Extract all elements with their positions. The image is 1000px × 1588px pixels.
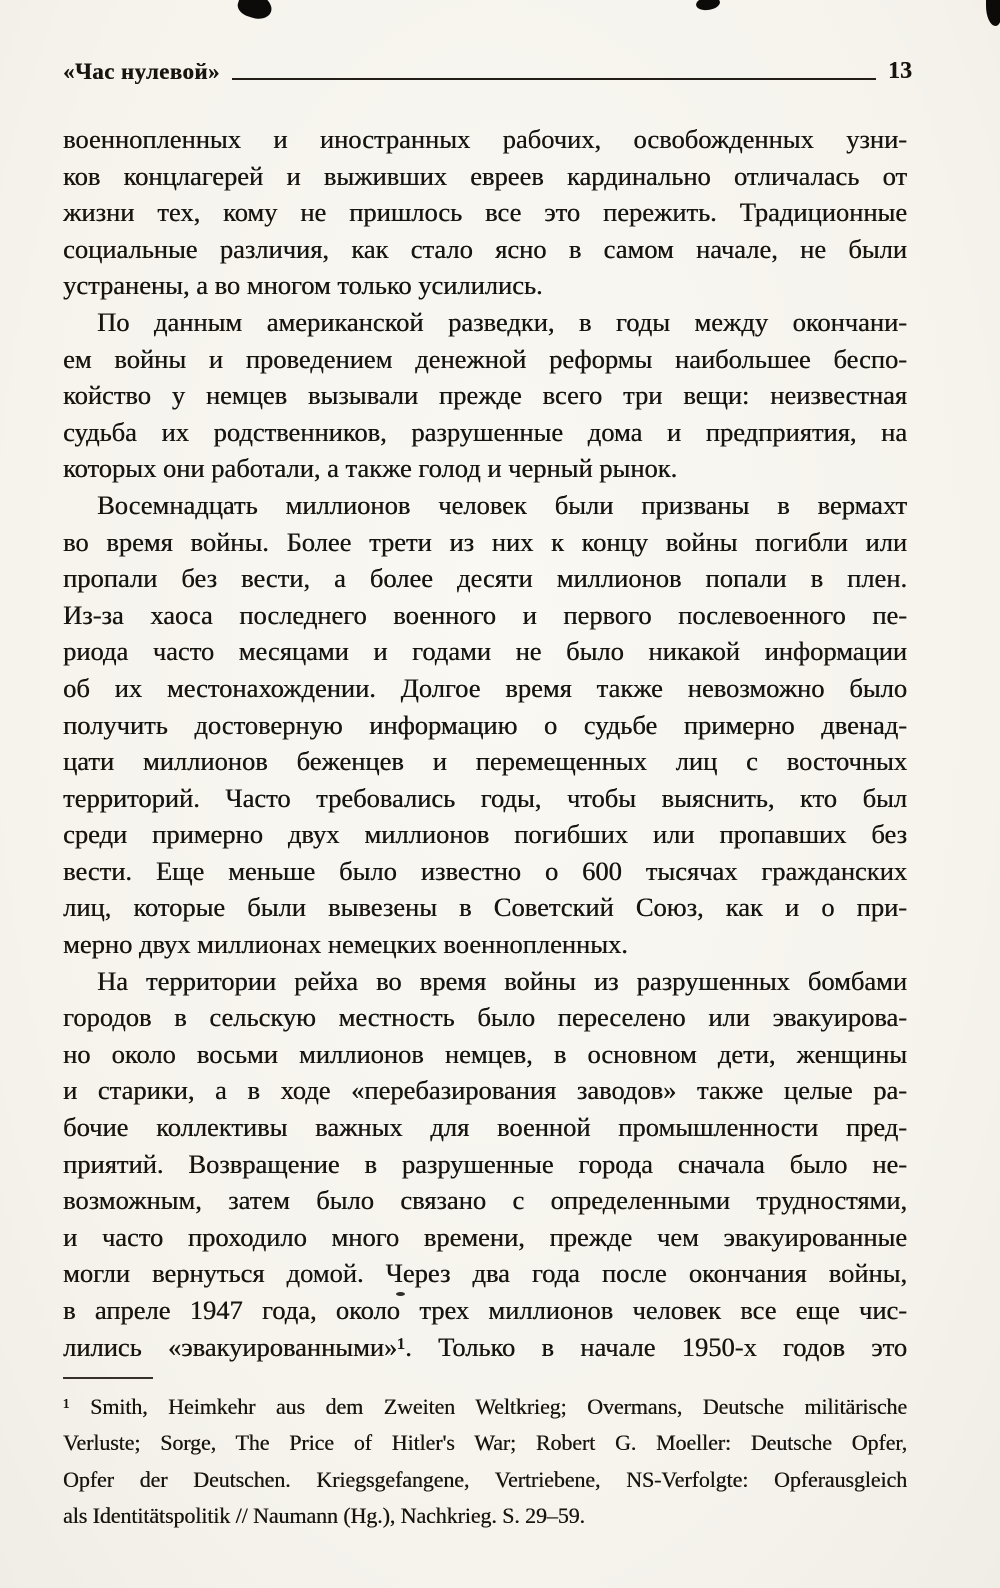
text-line: ем войны и проведением денежной реформы наибольшее беспо- [63,343,907,374]
scan-artifact [695,0,721,12]
page-number: 13 [888,58,912,84]
text-line: лиц, которые были вывезены в Советский Союз, как и о при- [63,892,907,923]
text-line: возможным, затем было связано с определенными трудностями, [63,1185,907,1216]
text-line: получить достоверную информацию о судьбе примерно двенад- [63,709,907,740]
text-line: койство у немцев вызывали прежде всего три вещи: неизвестная [63,380,907,411]
text-line: но около восьми миллионов немцев, в основном дети, женщины [63,1038,907,1069]
text-line: об их местонахождении. Долгое время также невозможно было [63,672,907,703]
paragraph [63,121,907,304]
footnote-line: Opfer der Deutschen. Kriegsgefangene, Vertriebene, NS-Verfolgte: Opferausgleich [63,1466,907,1492]
text-line: мерно двух миллионах немецких военнопленных. [63,929,628,960]
text-line: бочие коллективы важных для военной промышленности пред- [63,1112,907,1143]
text-line: По данным американской разведки, в годы между окончани- [97,306,907,337]
text-line: и старики, а в ходе «перебазирования заводов» также целые ра- [63,1075,907,1106]
footnote-text [63,1389,907,1535]
text-line: среди примерно двух миллионов погибших или пропавших без [63,819,907,850]
paragraph [63,304,907,487]
text-line: военнопленных и иностранных рабочих, освобожденных узни- [63,124,907,154]
footnote-line: als Identitätspolitik // Naumann (Hg.), Nachkrieg. S. 29–59. [63,1503,585,1529]
text-line: могли вернуться домой. Через два года после окончания войны, [63,1258,907,1289]
text-line: лились «эвакуированными»¹. Только в начале 1950-х годов это [63,1331,907,1362]
text-line: ков концлагерей и выживших евреев кардинально отличалась от [63,160,907,191]
text-line: во время войны. Более трети из них к концу войны погибли или [63,526,907,557]
text-line: устранены, а во многом только усилились. [63,270,543,301]
text-line: приятий. Возвращение в разрушенные города сначала было не- [63,1148,907,1179]
footnote-line: ¹ Smith, Heimkehr aus dem Zweiten Weltkrieg; Overmans, Deutsche militärische [63,1394,907,1419]
paragraph [63,963,907,1366]
text-line: территорий. Часто требовались годы, чтобы выяснить, кто был [63,782,907,813]
text-line: Восемнадцать миллионов человек были призваны в вермахт [97,489,907,520]
text-line: социальные различия, как стало ясно в самом начале, не были [63,233,907,264]
text-line: пропали без вести, а более десяти миллионов попали в плен. [63,563,907,594]
scan-artifact [235,0,275,23]
paragraph [63,487,907,963]
text-line: которых они работали, а также голод и черный рынок. [63,453,678,484]
page-header [63,58,912,85]
text-line: и часто проходило много времени, прежде чем эвакуированные [63,1221,907,1252]
footnote-rule [63,1377,153,1379]
text-line: городов в сельскую местность было переселено или эвакуирова- [63,1002,907,1033]
text-line: риода часто месяцами и годами не было никакой информации [63,636,907,667]
text-line: вести. Еще меньше было известно о 600 тысячах гражданских [63,855,907,886]
text-line: На территории рейха во время войны из разрушенных бомбами [97,965,907,996]
body-text [63,121,907,1365]
header-rule [232,78,876,80]
scan-artifact [986,0,1000,26]
text-line: судьба их родственников, разрушенные дома и предприятия, на [63,416,907,447]
footnote-area [63,1377,907,1535]
text-line: в апреле 1947 года, около трех миллионов человек все еще чис- [63,1295,907,1325]
running-title: «Час нулевой» [63,59,220,84]
text-line: Из-за хаоса последнего военного и первого послевоенного пе- [63,599,907,630]
text-line: цати миллионов беженцев и перемещенных лиц с восточных [63,746,907,777]
text-line: жизни тех, кому не пришлось все это пережить. Традиционные [63,197,907,228]
footnote-line: Verluste; Sorge, The Price of Hitler's War; Robert G. Moeller: Deutsche Opfer, [63,1430,907,1456]
